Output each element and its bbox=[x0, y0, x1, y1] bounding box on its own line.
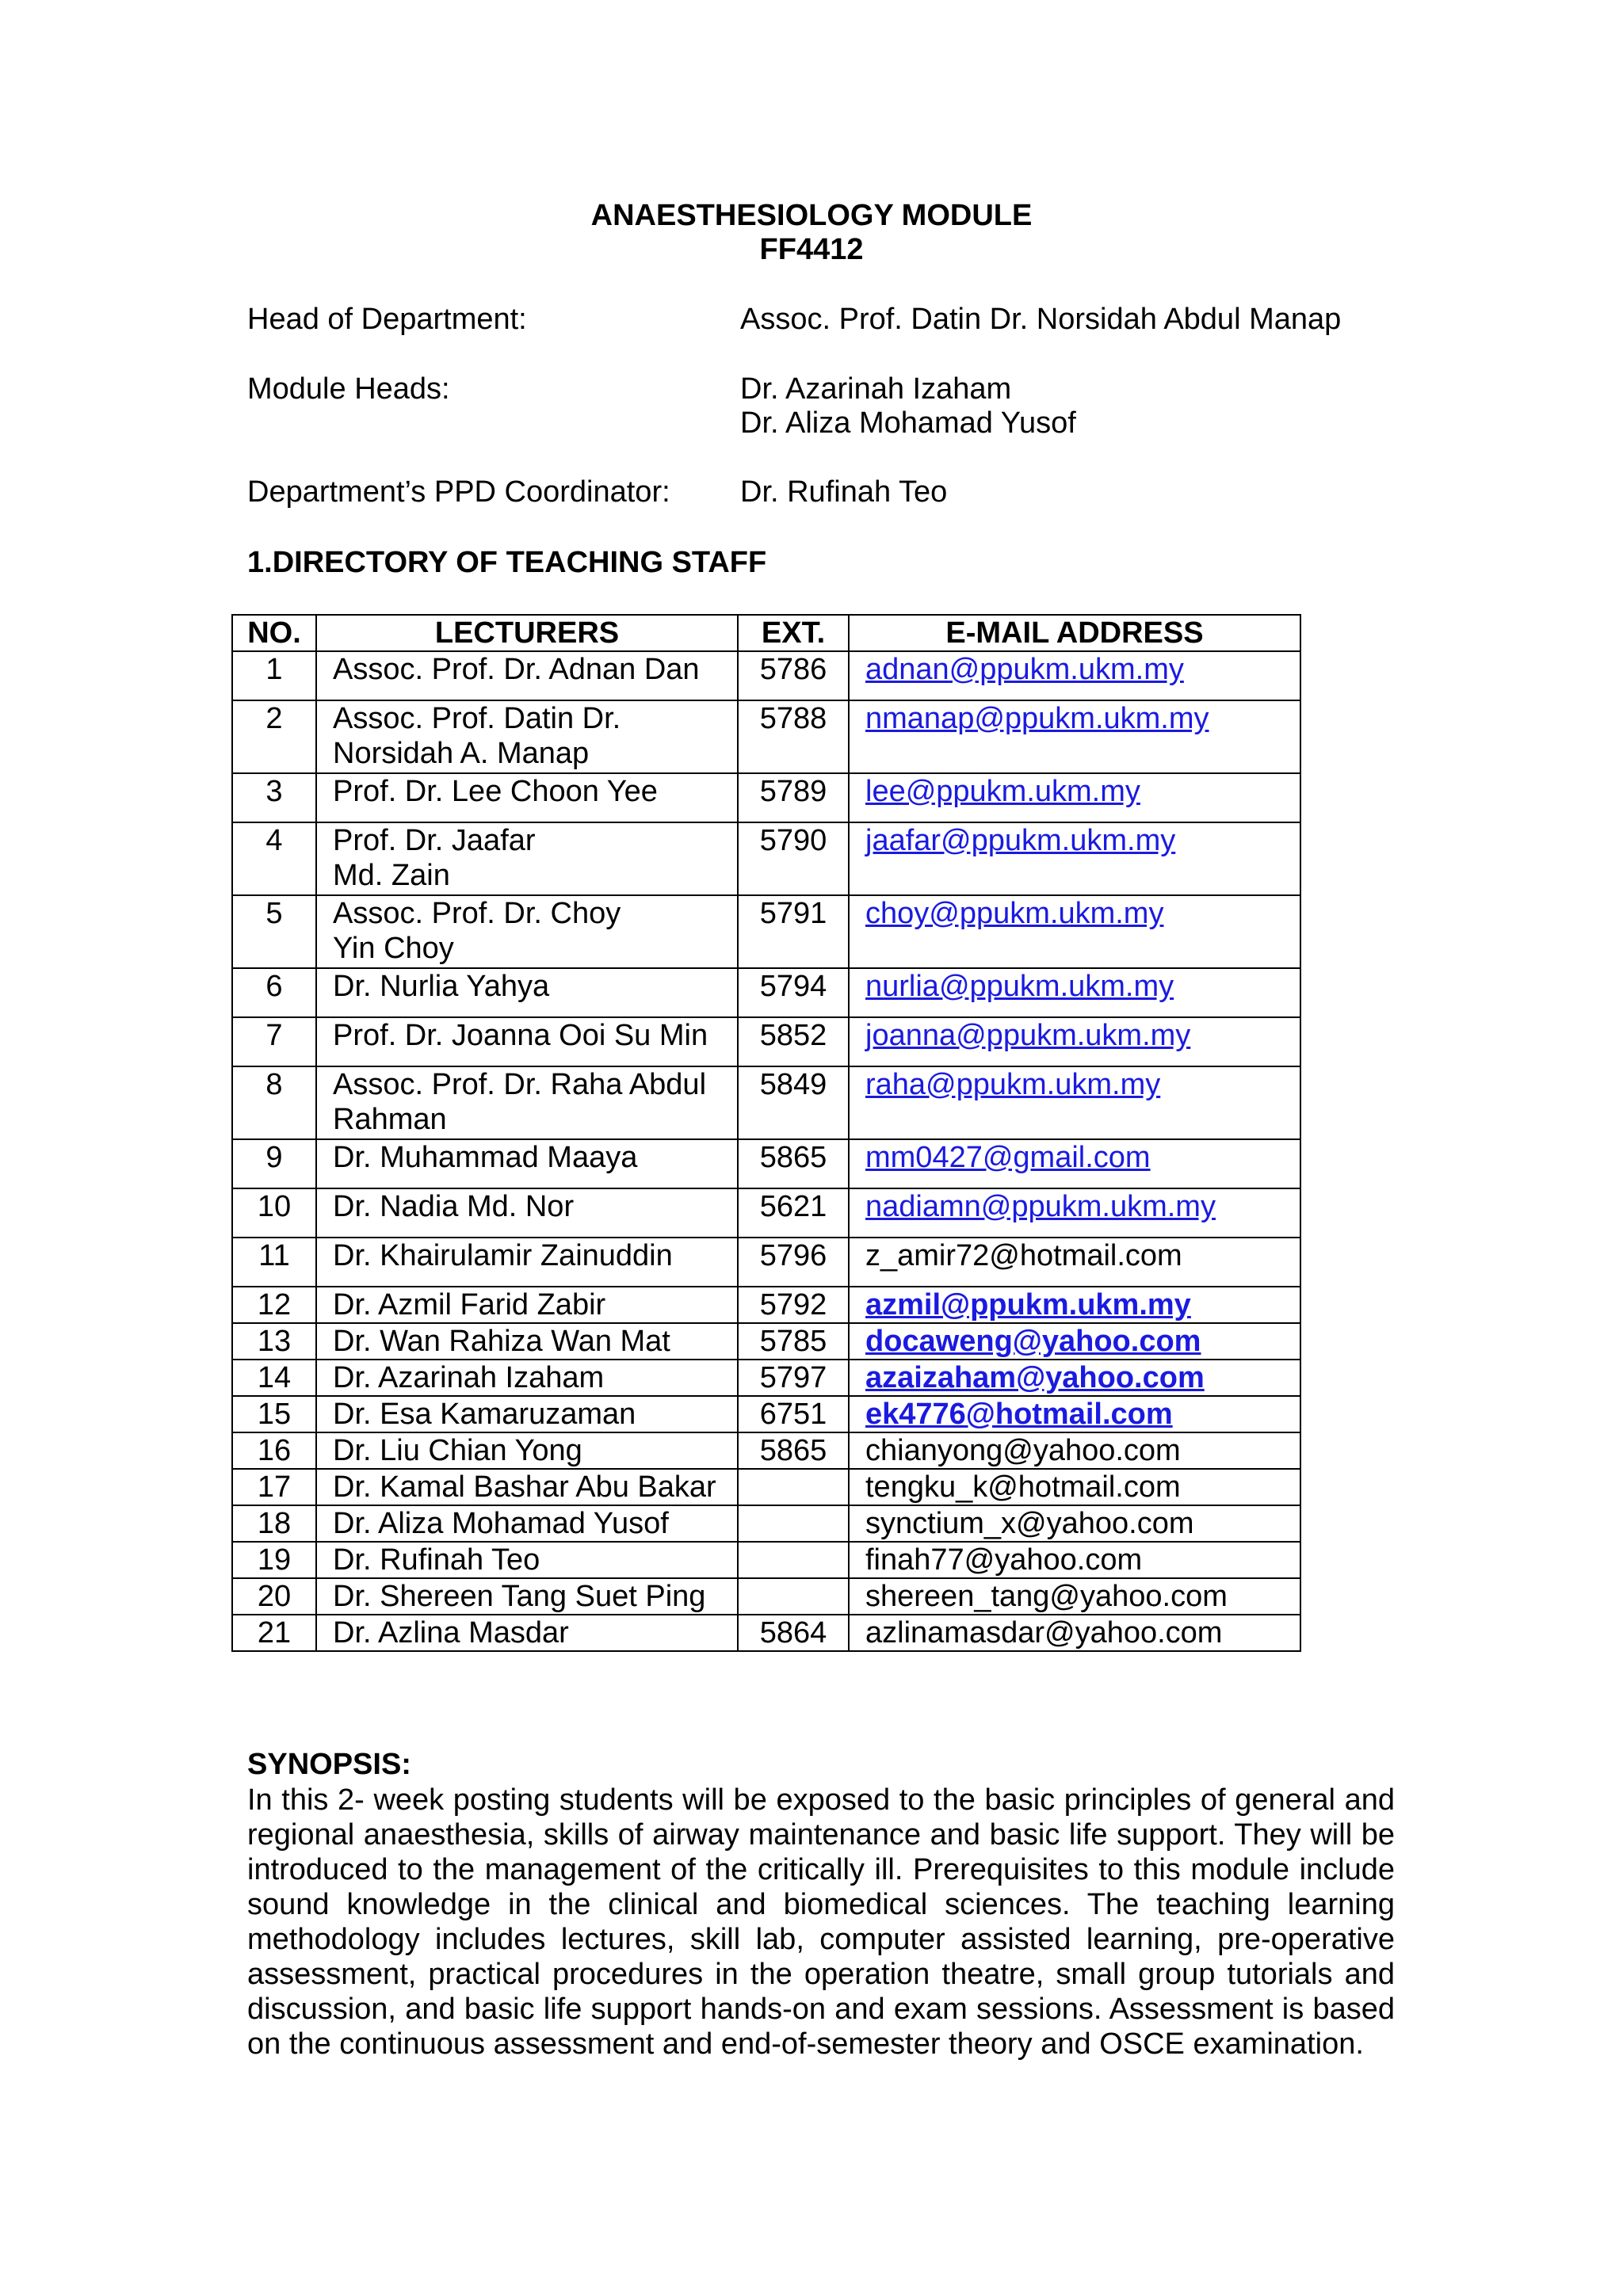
email-text: tengku_k@hotmail.com bbox=[865, 1470, 1181, 1504]
email-text: shereen_tang@yahoo.com bbox=[865, 1580, 1228, 1613]
email-link[interactable]: joanna@ppukm.ukm.my bbox=[865, 1019, 1191, 1052]
lecturer-name-line: Dr. Liu Chian Yong bbox=[333, 1434, 582, 1467]
directory-heading: 1.DIRECTORY OF TEACHING STAFF bbox=[247, 546, 767, 579]
cell-email bbox=[849, 1360, 1300, 1396]
lecturer-name-line: Assoc. Prof. Dr. Raha Abdul bbox=[333, 1068, 707, 1101]
cell-email bbox=[849, 822, 1300, 895]
email-link[interactable]: azmil@ppukm.ukm.my bbox=[865, 1288, 1191, 1322]
cell-email bbox=[849, 1287, 1300, 1323]
lecturer-name-line: Assoc. Prof. Datin Dr. bbox=[333, 702, 621, 735]
cell-lecturer bbox=[316, 1432, 738, 1469]
table-row bbox=[232, 1188, 1300, 1238]
cell-no: 12 bbox=[232, 1287, 316, 1323]
column-header-email: E-MAIL ADDRESS bbox=[849, 615, 1300, 651]
cell-no: 19 bbox=[232, 1542, 316, 1578]
cell-ext: 5621 bbox=[738, 1188, 849, 1238]
email-link[interactable]: nadiamn@ppukm.ukm.my bbox=[865, 1190, 1216, 1223]
info-value: Dr. Azarinah Izaham bbox=[740, 372, 1012, 406]
lecturer-name-line: Yin Choy bbox=[333, 932, 454, 965]
cell-no: 1 bbox=[232, 651, 316, 700]
cell-ext: 5785 bbox=[738, 1323, 849, 1360]
cell-ext: 5791 bbox=[738, 895, 849, 968]
lecturer-name-line: Prof. Dr. Lee Choon Yee bbox=[333, 775, 658, 808]
cell-ext: 5794 bbox=[738, 968, 849, 1017]
cell-email bbox=[849, 1578, 1300, 1615]
lecturer-name-line: Dr. Aliza Mohamad Yusof bbox=[333, 1507, 669, 1540]
cell-email bbox=[849, 1432, 1300, 1469]
lecturer-name-line: Rahman bbox=[333, 1103, 447, 1136]
cell-email bbox=[849, 1066, 1300, 1139]
cell-lecturer bbox=[316, 1469, 738, 1505]
cell-lecturer bbox=[316, 1287, 738, 1323]
cell-lecturer bbox=[316, 1188, 738, 1238]
cell-lecturer bbox=[316, 1323, 738, 1360]
lecturer-name-line: Dr. Wan Rahiza Wan Mat bbox=[333, 1325, 670, 1358]
email-link[interactable]: docaweng@yahoo.com bbox=[865, 1325, 1201, 1358]
table-row bbox=[232, 1542, 1300, 1578]
cell-ext bbox=[738, 1469, 849, 1505]
lecturer-name-line: Dr. Muhammad Maaya bbox=[333, 1141, 638, 1174]
info-label: Module Heads: bbox=[247, 372, 450, 406]
cell-lecturer bbox=[316, 700, 738, 773]
cell-no: 17 bbox=[232, 1469, 316, 1505]
email-link[interactable]: nmanap@ppukm.ukm.my bbox=[865, 702, 1209, 735]
cell-ext: 5790 bbox=[738, 822, 849, 895]
cell-lecturer bbox=[316, 1238, 738, 1287]
cell-email bbox=[849, 651, 1300, 700]
column-header-no: NO. bbox=[232, 615, 316, 651]
info-value: Dr. Aliza Mohamad Yusof bbox=[740, 406, 1076, 440]
table-row bbox=[232, 822, 1300, 895]
lecturer-name-line: Dr. Shereen Tang Suet Ping bbox=[333, 1580, 706, 1613]
cell-no: 15 bbox=[232, 1396, 316, 1432]
cell-no: 16 bbox=[232, 1432, 316, 1469]
lecturer-name-line: Prof. Dr. Joanna Ooi Su Min bbox=[333, 1019, 708, 1052]
cell-email bbox=[849, 1188, 1300, 1238]
cell-ext: 5864 bbox=[738, 1615, 849, 1651]
table-row bbox=[232, 1287, 1300, 1323]
cell-email bbox=[849, 773, 1300, 822]
cell-ext: 5788 bbox=[738, 700, 849, 773]
cell-ext: 5792 bbox=[738, 1287, 849, 1323]
cell-lecturer bbox=[316, 1542, 738, 1578]
lecturer-name-line: Dr. Azlina Masdar bbox=[333, 1616, 569, 1650]
email-link[interactable]: choy@ppukm.ukm.my bbox=[865, 897, 1164, 930]
cell-lecturer bbox=[316, 1360, 738, 1396]
cell-no: 2 bbox=[232, 700, 316, 773]
email-text: chianyong@yahoo.com bbox=[865, 1434, 1181, 1467]
lecturer-name-line: Dr. Nadia Md. Nor bbox=[333, 1190, 575, 1223]
cell-ext bbox=[738, 1542, 849, 1578]
email-text: azlinamasdar@yahoo.com bbox=[865, 1616, 1223, 1650]
cell-no: 13 bbox=[232, 1323, 316, 1360]
lecturer-name-line: Dr. Azmil Farid Zabir bbox=[333, 1288, 606, 1322]
email-link[interactable]: lee@ppukm.ukm.my bbox=[865, 775, 1140, 808]
email-link[interactable]: ek4776@hotmail.com bbox=[865, 1398, 1173, 1431]
lecturer-name-line: Md. Zain bbox=[333, 859, 450, 892]
lecturer-name-line: Assoc. Prof. Dr. Choy bbox=[333, 897, 621, 930]
email-link[interactable]: mm0427@gmail.com bbox=[865, 1141, 1151, 1174]
cell-no: 3 bbox=[232, 773, 316, 822]
cell-no: 14 bbox=[232, 1360, 316, 1396]
email-text: synctium_x@yahoo.com bbox=[865, 1507, 1194, 1540]
cell-ext: 5849 bbox=[738, 1066, 849, 1139]
column-header-lecturers: LECTURERS bbox=[316, 615, 738, 651]
cell-lecturer bbox=[316, 1505, 738, 1542]
cell-email bbox=[849, 700, 1300, 773]
cell-email bbox=[849, 1469, 1300, 1505]
synopsis-heading: SYNOPSIS: bbox=[247, 1748, 411, 1781]
cell-no: 10 bbox=[232, 1188, 316, 1238]
cell-email bbox=[849, 1323, 1300, 1360]
table-row bbox=[232, 1396, 1300, 1432]
cell-ext: 5789 bbox=[738, 773, 849, 822]
info-label: Department’s PPD Coordinator: bbox=[247, 475, 670, 509]
email-link[interactable]: raha@ppukm.ukm.my bbox=[865, 1068, 1161, 1101]
table-row bbox=[232, 1615, 1300, 1651]
cell-email bbox=[849, 1139, 1300, 1188]
cell-ext: 5796 bbox=[738, 1238, 849, 1287]
cell-no: 7 bbox=[232, 1017, 316, 1066]
cell-no: 5 bbox=[232, 895, 316, 968]
table-row bbox=[232, 1360, 1300, 1396]
table-row bbox=[232, 1017, 1300, 1066]
cell-no: 4 bbox=[232, 822, 316, 895]
column-header-ext: EXT. bbox=[738, 615, 849, 651]
email-text: z_amir72@hotmail.com bbox=[865, 1239, 1182, 1272]
cell-ext bbox=[738, 1505, 849, 1542]
email-link[interactable]: azaizaham@yahoo.com bbox=[865, 1361, 1205, 1394]
cell-lecturer bbox=[316, 1578, 738, 1615]
lecturer-name-line: Dr. Kamal Bashar Abu Bakar bbox=[333, 1470, 716, 1504]
table-header-row bbox=[232, 615, 1300, 651]
cell-ext: 5797 bbox=[738, 1360, 849, 1396]
cell-lecturer bbox=[316, 1396, 738, 1432]
lecturer-name-line: Dr. Esa Kamaruzaman bbox=[333, 1398, 636, 1431]
cell-ext: 5865 bbox=[738, 1139, 849, 1188]
cell-email bbox=[849, 1542, 1300, 1578]
email-text: finah77@yahoo.com bbox=[865, 1543, 1143, 1577]
cell-lecturer bbox=[316, 1017, 738, 1066]
cell-no: 11 bbox=[232, 1238, 316, 1287]
cell-lecturer bbox=[316, 1066, 738, 1139]
cell-lecturer bbox=[316, 1139, 738, 1188]
table-row bbox=[232, 1505, 1300, 1542]
cell-email bbox=[849, 1238, 1300, 1287]
table-row bbox=[232, 895, 1300, 968]
email-link[interactable]: jaafar@ppukm.ukm.my bbox=[865, 824, 1176, 857]
cell-email bbox=[849, 1615, 1300, 1651]
lecturer-name-line: Dr. Rufinah Teo bbox=[333, 1543, 540, 1577]
lecturer-name-line: Prof. Dr. Jaafar bbox=[333, 824, 536, 857]
lecturer-name-line: Dr. Khairulamir Zainuddin bbox=[333, 1239, 673, 1272]
table-row bbox=[232, 1432, 1300, 1469]
table-row bbox=[232, 1578, 1300, 1615]
lecturer-name-line: Dr. Nurlia Yahya bbox=[333, 970, 550, 1003]
cell-lecturer bbox=[316, 1615, 738, 1651]
staff-table bbox=[231, 614, 1301, 1652]
email-link[interactable]: nurlia@ppukm.ukm.my bbox=[865, 970, 1174, 1003]
cell-no: 6 bbox=[232, 968, 316, 1017]
cell-email bbox=[849, 968, 1300, 1017]
cell-email bbox=[849, 1396, 1300, 1432]
cell-email bbox=[849, 1017, 1300, 1066]
table-row bbox=[232, 651, 1300, 700]
cell-no: 9 bbox=[232, 1139, 316, 1188]
table-row bbox=[232, 1139, 1300, 1188]
email-link[interactable]: adnan@ppukm.ukm.my bbox=[865, 653, 1184, 686]
cell-email bbox=[849, 1505, 1300, 1542]
lecturer-name-line: Dr. Azarinah Izaham bbox=[333, 1361, 605, 1394]
synopsis-text: In this 2- week posting students will be exposed to the basic principles of general and regional anaesthesia, skills of airway maintenance and basic life support. They will be introduced to the management of the critically ill. Prerequisites to this module include sound knowledge in the clinical and biomedical sciences. The teaching learning methodology includes lectures, skill lab, computer assisted learning, pre-operative assessment, practical procedures in the operation theatre, small group tutorials and discussion, and basic life support hands-on and exam sessions. Assessment is based on the continuous assessment and end-of-semester theory and OSCE examination. bbox=[247, 1783, 1395, 2061]
table-row bbox=[232, 1323, 1300, 1360]
cell-lecturer bbox=[316, 895, 738, 968]
cell-lecturer bbox=[316, 773, 738, 822]
cell-email bbox=[849, 895, 1300, 968]
table-row bbox=[232, 968, 1300, 1017]
cell-lecturer bbox=[316, 968, 738, 1017]
cell-ext: 5786 bbox=[738, 651, 849, 700]
module-code: FF4412 bbox=[759, 233, 864, 266]
cell-ext: 6751 bbox=[738, 1396, 849, 1432]
cell-ext bbox=[738, 1578, 849, 1615]
table-row bbox=[232, 773, 1300, 822]
table-row bbox=[232, 1066, 1300, 1139]
cell-no: 20 bbox=[232, 1578, 316, 1615]
cell-no: 18 bbox=[232, 1505, 316, 1542]
module-title: ANAESTHESIOLOGY MODULE bbox=[590, 199, 1033, 232]
cell-ext: 5865 bbox=[738, 1432, 849, 1469]
lecturer-name-line: Assoc. Prof. Dr. Adnan Dan bbox=[333, 653, 700, 686]
lecturer-name-line: Norsidah A. Manap bbox=[333, 737, 590, 770]
table-row bbox=[232, 1238, 1300, 1287]
info-value: Dr. Rufinah Teo bbox=[740, 475, 948, 509]
table-row bbox=[232, 700, 1300, 773]
table-row bbox=[232, 1469, 1300, 1505]
cell-lecturer bbox=[316, 822, 738, 895]
info-value: Assoc. Prof. Datin Dr. Norsidah Abdul Manap bbox=[740, 303, 1342, 336]
cell-ext: 5852 bbox=[738, 1017, 849, 1066]
cell-no: 21 bbox=[232, 1615, 316, 1651]
info-label: Head of Department: bbox=[247, 303, 527, 336]
cell-lecturer bbox=[316, 651, 738, 700]
cell-no: 8 bbox=[232, 1066, 316, 1139]
